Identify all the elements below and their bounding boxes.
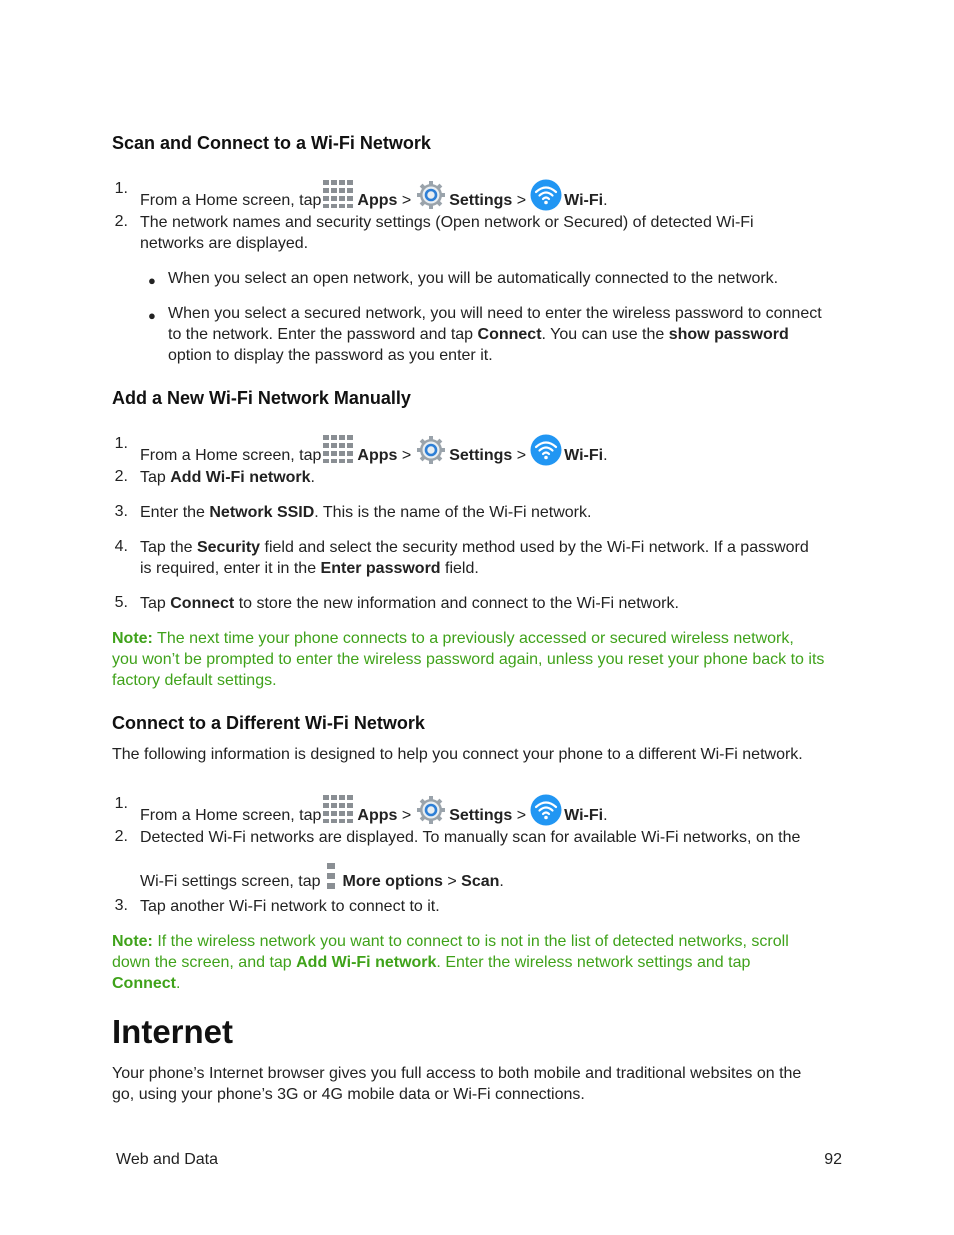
- step-number: 5.: [114, 594, 128, 611]
- step-number: 1.: [114, 435, 128, 452]
- step-number: 3.: [114, 897, 128, 914]
- note-text: down the screen, and tap Add Wi-Fi network. Enter the wireless network settings and tap: [112, 954, 751, 971]
- step-text: Enter the Network SSID. This is the name of the Wi-Fi network.: [140, 504, 592, 521]
- wifi-icon: [530, 434, 562, 466]
- note-text: Note: If the wireless network you want to connect to is not in the list of detected networks, scroll: [112, 933, 789, 950]
- wifi-icon: [530, 794, 562, 826]
- step-text: Detected Wi-Fi networks are displayed. To manually scan for available Wi-Fi networks, on the: [140, 829, 801, 846]
- step-text: The network names and security settings (Open network or Secured) of detected Wi-Fi: [140, 214, 754, 231]
- step-text: Tap Connect to store the new information and connect to the Wi-Fi network.: [140, 595, 679, 612]
- step-number: 2.: [114, 213, 128, 230]
- bullet-text: When you select a secured network, you will need to enter the wireless password to connect: [168, 305, 822, 322]
- note-text: Note: The next time your phone connects to a previously accessed or secured wireless network,: [112, 630, 794, 647]
- step-number: 1.: [114, 180, 128, 197]
- section-heading-scan-connect: Scan and Connect to a Wi-Fi Network: [112, 133, 431, 153]
- bullet-icon: ●: [148, 273, 156, 288]
- step-home-path: From a Home screen, tap Apps > Settings > Wi-Fi.: [140, 794, 608, 826]
- step-text: Tap the Security field and select the security method used by the Wi-Fi network. If a password: [140, 539, 809, 556]
- wifi-icon: [530, 179, 562, 211]
- step-text: Tap Add Wi-Fi network.: [140, 469, 315, 486]
- paragraph: Your phone’s Internet browser gives you full access to both mobile and traditional websites on the: [112, 1065, 802, 1082]
- apps-grid-icon: [321, 179, 357, 209]
- apps-grid-icon: [321, 434, 357, 464]
- step-number: 1.: [114, 795, 128, 812]
- bullet-text: to the network. Enter the password and tap Connect. You can use the show password: [168, 326, 789, 343]
- chapter-heading-internet: Internet: [112, 1013, 234, 1050]
- paragraph: The following information is designed to help you connect your phone to a different Wi-Fi network.: [112, 746, 803, 763]
- apps-grid-icon: [321, 794, 357, 824]
- footer-section-name: Web and Data: [116, 1151, 218, 1168]
- bullet-text: When you select an open network, you will be automatically connected to the network.: [168, 270, 779, 287]
- step-text: Tap another Wi-Fi network to connect to it.: [140, 898, 440, 915]
- step-number: 4.: [114, 538, 128, 555]
- step-text: is required, enter it in the Enter password field.: [140, 560, 479, 577]
- section-heading-different-network: Connect to a Different Wi-Fi Network: [112, 713, 425, 733]
- settings-gear-icon: [416, 795, 446, 825]
- paragraph: go, using your phone’s 3G or 4G mobile data or Wi-Fi connections.: [112, 1086, 585, 1103]
- section-heading-add-network: Add a New Wi-Fi Network Manually: [112, 388, 411, 408]
- step-number: 3.: [114, 503, 128, 520]
- note-text: factory default settings.: [112, 672, 277, 689]
- note-text: Connect.: [112, 975, 181, 992]
- footer-page-number: 92: [824, 1151, 842, 1168]
- step-text: networks are displayed.: [140, 235, 309, 252]
- more-options-icon: [325, 862, 337, 892]
- step-home-path: From a Home screen, tap Apps > Settings > Wi-Fi.: [140, 179, 608, 211]
- step-text: Wi-Fi settings screen, tap More options > Scan.: [140, 862, 504, 892]
- bullet-text: option to display the password as you enter it.: [168, 347, 493, 364]
- settings-gear-icon: [416, 435, 446, 465]
- step-number: 2.: [114, 468, 128, 485]
- step-number: 2.: [114, 828, 128, 845]
- note-text: you won’t be prompted to enter the wireless password again, unless you reset your phone back to its: [112, 651, 825, 668]
- step-home-path: From a Home screen, tap Apps > Settings > Wi-Fi.: [140, 434, 608, 466]
- settings-gear-icon: [416, 180, 446, 210]
- bullet-icon: ●: [148, 308, 156, 323]
